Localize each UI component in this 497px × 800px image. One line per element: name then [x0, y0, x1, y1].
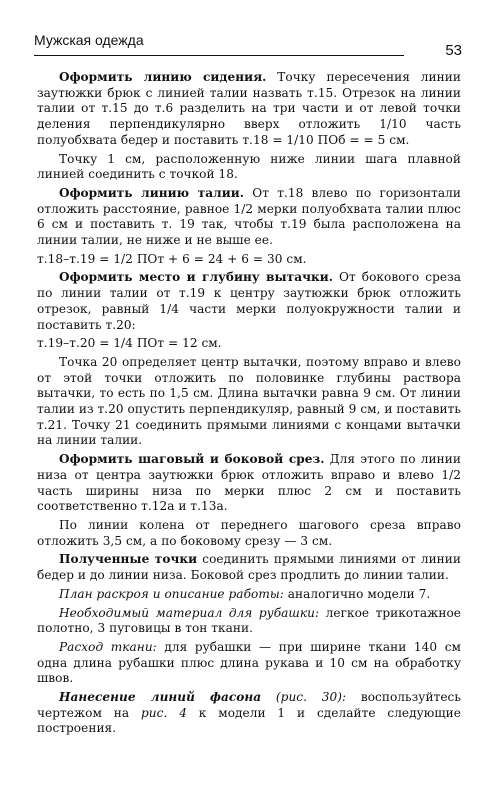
paragraph-text: к модели 1 и сделайте следующие построения.	[37, 705, 461, 736]
paragraph	[37, 518, 461, 549]
paragraph	[37, 606, 461, 637]
paragraph	[37, 452, 461, 515]
paragraph-lead: Необходимый материал для рубашки:	[59, 605, 320, 620]
page-number: 53	[445, 42, 462, 59]
paragraph-text: для рубашки — при ширине ткани 140 см одна длина рубашки плюс длина рукава и 10 см на обработку швов.	[37, 639, 461, 686]
paragraph-lead: Нанесение линий фасона	[59, 690, 262, 705]
paragraph	[37, 186, 461, 249]
paragraph	[37, 552, 461, 583]
running-head: Мужская одежда	[34, 32, 144, 48]
paragraph-text: воспользуйтесь чертежом на	[37, 690, 461, 720]
header-rule	[34, 55, 404, 56]
figure-reference: (рис. 30):	[261, 690, 347, 705]
paragraph	[37, 270, 461, 333]
paragraph	[37, 152, 461, 183]
body-text	[37, 70, 461, 740]
paragraph	[37, 587, 461, 603]
paragraph	[37, 355, 461, 449]
figure-reference: рис. 4	[141, 705, 187, 720]
paragraph-lead: Оформить место и глубину вытачки.	[59, 270, 334, 285]
paragraph-text: легкое трикотажное полотно, 3 пуговицы в тон ткани.	[37, 605, 462, 636]
paragraph-lead: Полученные точки	[59, 552, 198, 567]
paragraph-text: Точку пересечения линии заутюжки брюк с линией талии назвать т.15. Отрезок на линии талии от т.15 до т.6 разделить на три части и от левой точки деления перпендикулярно вверх отложить 1/10 часть полуобхвата бедер и поставить т.18 = 1/10 ПОб = = 5 см.	[37, 70, 461, 147]
paragraph-lead: Оформить линию сидения.	[59, 70, 267, 84]
paragraph	[37, 640, 461, 687]
paragraph-text: От бокового среза по линии талии от т.19 к центру заутюжки брюк отложить отрезок, равный 1/4 части мерки полуокружности талии и поставить т.20:	[37, 270, 461, 332]
paragraph-lead: Оформить линию талии.	[59, 185, 245, 200]
formula: т.19–т.20 = 1/4 ПОт = 12 см.	[37, 336, 222, 351]
paragraph-text: Для этого по линии низа от центра заутюжки брюк отложить вправо и влево 1/2 часть ширины низа по мерки плюс 2 см и поставить соответственно т.12а и т.13а.	[37, 452, 461, 514]
paragraph-text: соединить прямыми линиями от линии бедер и до линии низа. Боковой срез продлить до линии талии.	[37, 552, 462, 583]
page-header	[34, 30, 464, 62]
paragraph-lead: План раскроя и описание работы:	[59, 586, 284, 601]
formula: т.18–т.19 = 1/2 ПОт + 6 = 24 + 6 = 30 см.	[37, 251, 307, 266]
paragraph-text: Точку 1 см, расположенную ниже линии шага плавной линией соединить с точкой 18.	[37, 151, 461, 182]
paragraph-text: Точка 20 определяет центр вытачки, поэтому вправо и влево от этой точки отложить по половинке глубины раствора вытачки, то есть по 1,5 см. Длина вытачки равна 9 см. От линии талии из т.20 опустить перпендикуляр, равный 9 см, и поставить т.21. Точку 21 соединить прямыми линиями с концами вытачки на линии талии.	[37, 354, 462, 448]
paragraph-lead: Оформить шаговый и боковой срез.	[59, 452, 325, 467]
paragraph-text: От т.18 влево по горизонтали отложить расстояние, равное 1/2 мерки полуобхвата талии плюс 6 см и поставить т. 19 так, чтобы т.19 была расположена на линии талии, не ниже и не выше ее.	[37, 185, 462, 248]
paragraph-lead: Расход ткани:	[59, 639, 157, 654]
paragraph	[37, 70, 461, 149]
paragraph-text: По линии колена от переднего шагового среза вправо отложить 3,5 см, а по боковому срезу — 3 см.	[37, 517, 461, 548]
paragraph-text: аналогично модели 7.	[283, 586, 431, 601]
paragraph	[37, 690, 461, 737]
